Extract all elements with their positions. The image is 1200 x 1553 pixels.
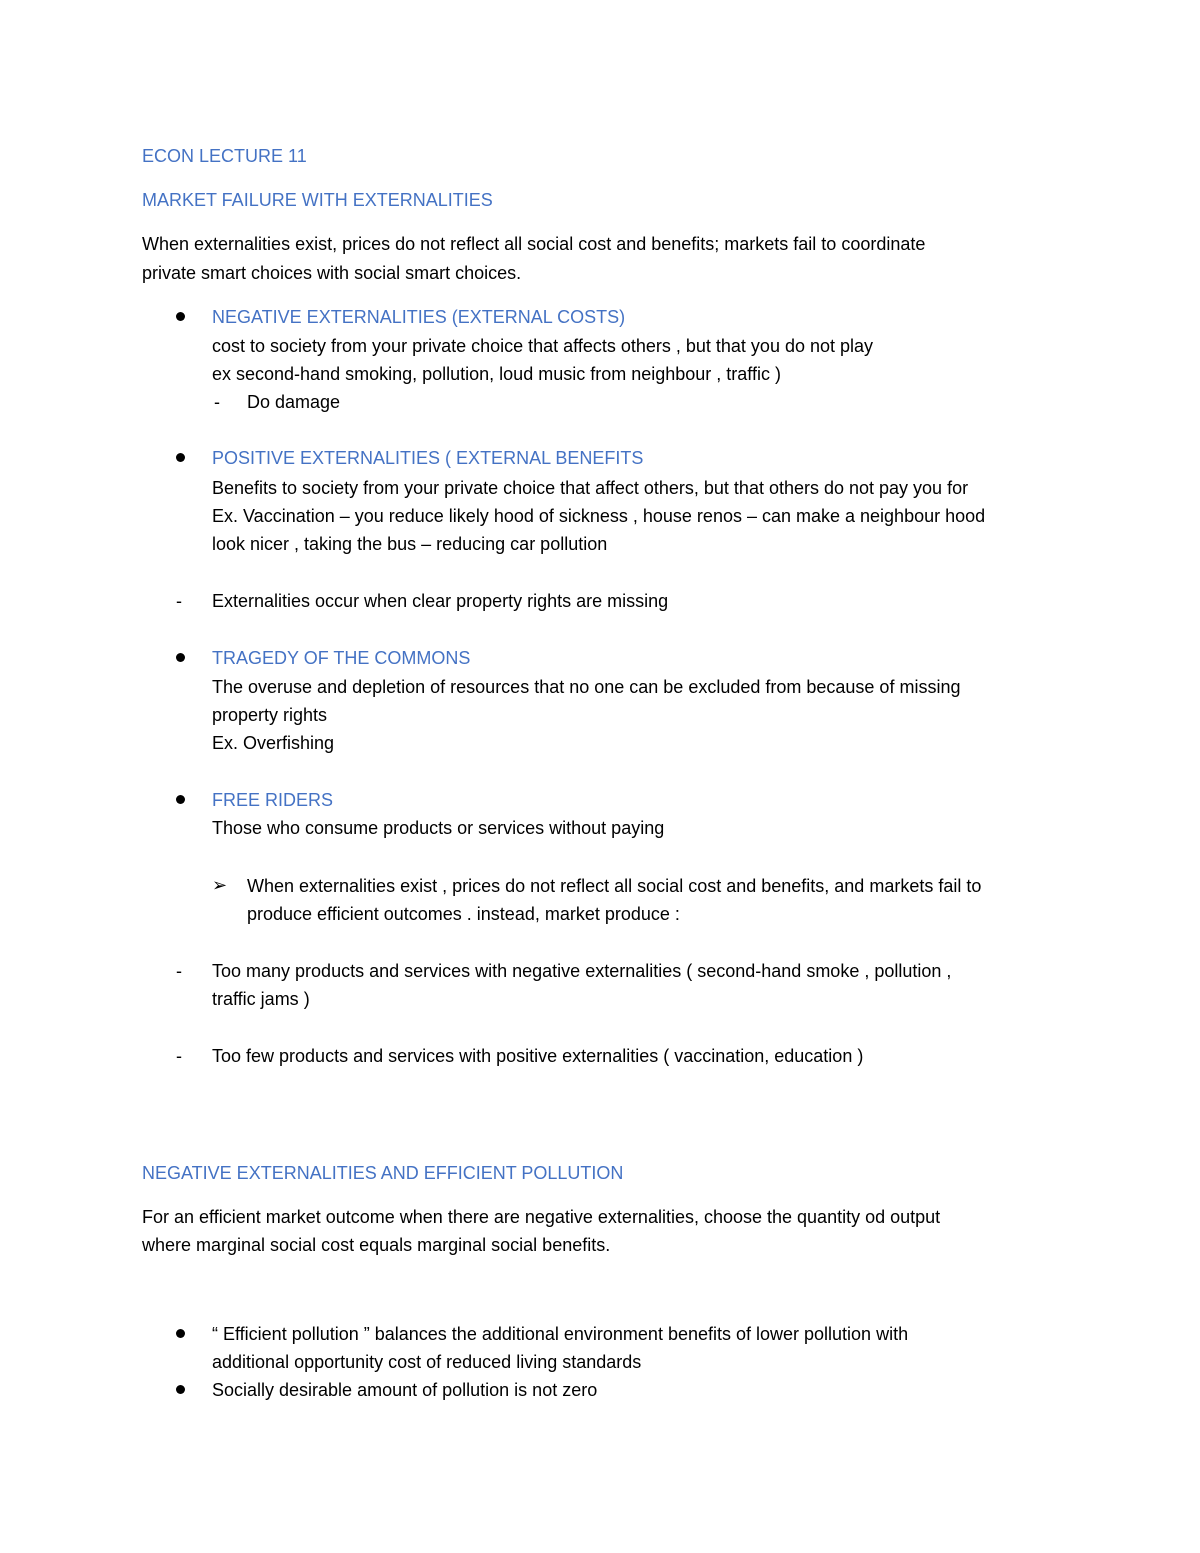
section2-intro-line: For an efficient market outcome when there are negative externalities, choose the quantity od output <box>142 1207 941 1227</box>
bullet-icon <box>176 653 185 662</box>
tragedy-heading: TRAGEDY OF THE COMMONS <box>212 648 471 668</box>
bullet-icon <box>176 1329 185 1338</box>
too-many-line: Too many products and services with negative externalities ( second-hand smoke , pollution , <box>212 961 952 981</box>
positive-externalities-heading: POSITIVE EXTERNALITIES ( EXTERNAL BENEFITS <box>212 448 644 468</box>
doc-title: ECON LECTURE 11 <box>142 146 307 166</box>
section2-heading: NEGATIVE EXTERNALITIES AND EFFICIENT POLLUTION <box>142 1163 624 1183</box>
section2-bullet-line: Socially desirable amount of pollution is not zero <box>212 1380 598 1400</box>
negative-sub: Do damage <box>247 392 341 412</box>
section1-intro-line: When externalities exist, prices do not reflect all social cost and benefits; markets fail to coordinate <box>142 234 926 254</box>
free-riders-line: Those who consume products or services without paying <box>212 818 665 838</box>
dash-icon: - <box>176 961 182 981</box>
arrow-bullet-icon: ➢ <box>212 875 228 895</box>
section2-bullet-line: additional opportunity cost of reduced living standards <box>212 1352 642 1372</box>
bullet-icon <box>176 795 185 804</box>
section2-intro-line: where marginal social cost equals marginal social benefits. <box>142 1235 611 1255</box>
dash-icon: - <box>176 591 182 611</box>
bullet-icon <box>176 453 185 462</box>
property-note: Externalities occur when clear property rights are missing <box>212 591 669 611</box>
positive-line: Benefits to society from your private choice that affect others, but that others do not pay you for <box>212 478 969 498</box>
arrow-note-line: produce efficient outcomes . instead, market produce : <box>247 904 680 924</box>
negative-externalities-heading: NEGATIVE EXTERNALITIES (EXTERNAL COSTS) <box>212 307 626 327</box>
too-many-line: traffic jams ) <box>212 989 310 1009</box>
section2-bullet-line: “ Efficient pollution ” balances the additional environment benefits of lower pollution with <box>212 1324 909 1344</box>
dash-icon: - <box>214 392 220 412</box>
too-few-line: Too few products and services with positive externalities ( vaccination, education ) <box>212 1046 864 1066</box>
bullet-icon <box>176 1385 185 1394</box>
section1-intro-line: private smart choices with social smart choices. <box>142 263 522 283</box>
positive-line: Ex. Vaccination – you reduce likely hood of sickness , house renos – can make a neighbour hood <box>212 506 986 526</box>
negative-line: ex second-hand smoking, pollution, loud music from neighbour , traffic ) <box>212 364 781 384</box>
tragedy-line: Ex. Overfishing <box>212 733 335 753</box>
bullet-icon <box>176 312 185 321</box>
section1-heading: MARKET FAILURE WITH EXTERNALITIES <box>142 190 493 210</box>
arrow-note-line: When externalities exist , prices do not reflect all social cost and benefits, and markets fail to <box>247 876 982 896</box>
free-riders-heading: FREE RIDERS <box>212 790 334 810</box>
negative-line: cost to society from your private choice that affects others , but that you do not play <box>212 336 874 356</box>
dash-icon: - <box>176 1046 182 1066</box>
tragedy-line: property rights <box>212 705 328 725</box>
positive-line: look nicer , taking the bus – reducing car pollution <box>212 534 608 554</box>
tragedy-line: The overuse and depletion of resources that no one can be excluded from because of missing <box>212 677 961 697</box>
